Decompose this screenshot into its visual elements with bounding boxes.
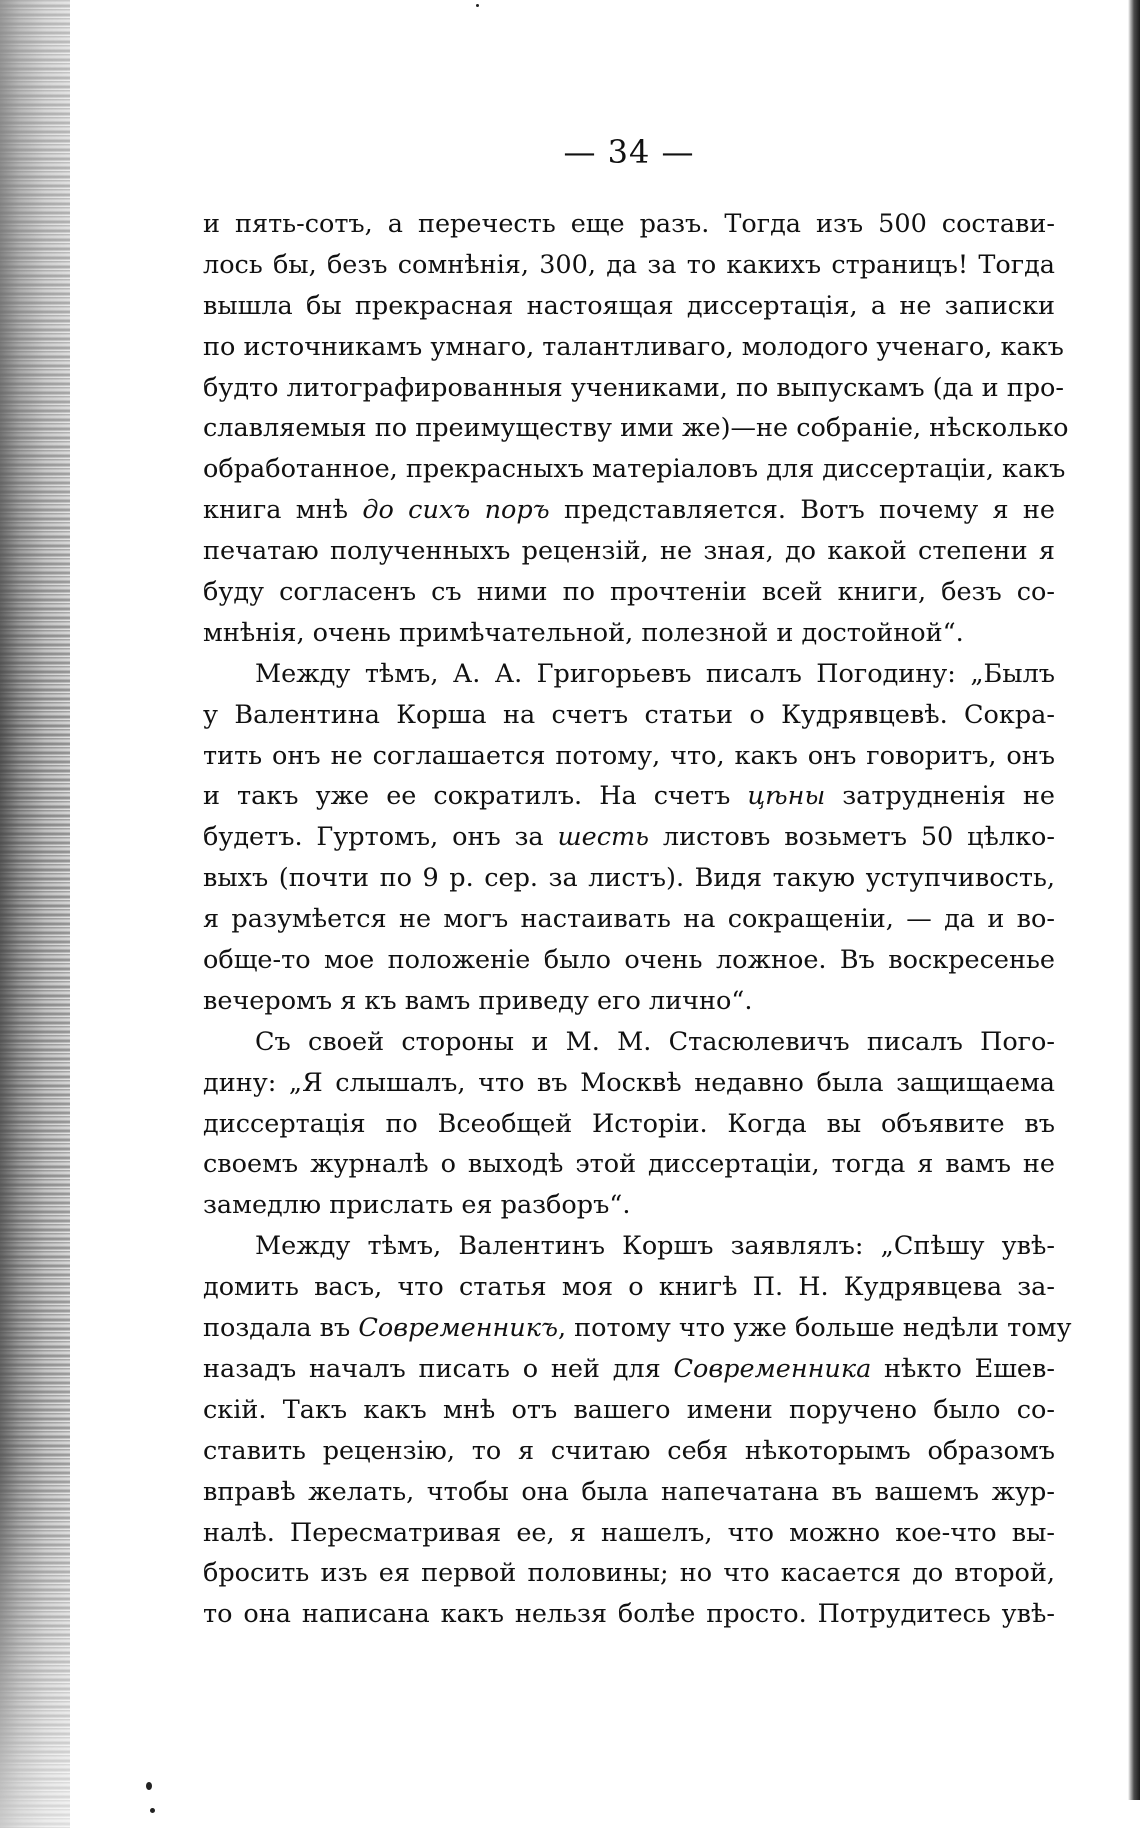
text-line bbox=[203, 1226, 1055, 1267]
scan-edge-left bbox=[0, 0, 70, 1828]
text-line bbox=[203, 1553, 1055, 1594]
text-segment: поздала въ bbox=[203, 1313, 359, 1344]
text-segment: скій. Такъ какъ мнѣ отъ вашего имени поручено было со- bbox=[203, 1394, 1055, 1425]
text-segment: славляемыя по преимуществу ими же)—не собраніе, нѣсколько bbox=[203, 413, 1069, 444]
paragraph bbox=[203, 1022, 1055, 1226]
text-segment: обще-то мое положеніе было очень ложное. Въ воскресенье bbox=[203, 945, 1055, 976]
text-segment: мнѣнія, очень примѣчательной, полезной и достойной“. bbox=[203, 617, 964, 648]
text-line bbox=[203, 695, 1055, 736]
text-line bbox=[203, 286, 1055, 327]
scan-speck bbox=[146, 1782, 152, 1790]
text-line bbox=[203, 531, 1055, 572]
italic-segment: Современника bbox=[673, 1353, 872, 1384]
text-segment: , потому что уже больше недѣли тому bbox=[557, 1313, 1072, 1344]
text-segment: вечеромъ я къ вамъ приведу его лично“. bbox=[203, 985, 753, 1016]
text-segment: представляется. Вотъ почему я не bbox=[549, 495, 1055, 526]
text-line bbox=[203, 858, 1055, 899]
text-segment: и пять-сотъ, а перечесть еще разъ. Тогда изъ 500 состави- bbox=[203, 209, 1055, 239]
paragraph bbox=[203, 204, 1069, 654]
text-segment: диссертація по Всеобщей Исторіи. Когда вы объявите въ bbox=[203, 1108, 1055, 1139]
text-line bbox=[203, 654, 1055, 695]
page-number: — 34 — bbox=[563, 133, 695, 171]
text-segment: и такъ уже ее сократилъ. На счетъ bbox=[203, 781, 748, 812]
text-line bbox=[203, 1022, 1055, 1063]
text-line bbox=[203, 1144, 1055, 1185]
text-line bbox=[203, 1185, 1055, 1226]
text-segment: своемъ журналѣ о выходѣ этой диссертаціи, тогда я вамъ не bbox=[203, 1149, 1055, 1180]
text-segment: будто литографированныя учениками, по выпускамъ (да и про- bbox=[203, 372, 1064, 403]
text-line bbox=[203, 368, 1064, 409]
text-segment: листовъ возьметъ 50 цѣлко- bbox=[649, 822, 1055, 853]
text-segment: лось бы, безъ сомнѣнія, 300, да за то какихъ страницъ! Тогда bbox=[203, 249, 1055, 280]
text-line bbox=[203, 245, 1055, 286]
paragraph bbox=[203, 654, 1055, 1022]
text-line bbox=[203, 940, 1055, 981]
text-segment: Между тѣмъ, Валентинъ Коршъ заявлялъ: „Спѣшу увѣ- bbox=[255, 1231, 1055, 1262]
text-segment: вправѣ желать, чтобы она была напечатана въ вашемъ жур- bbox=[203, 1476, 1055, 1507]
text-segment: затрудненія не bbox=[825, 781, 1055, 812]
italic-segment: шесть bbox=[557, 822, 650, 853]
text-segment: книга мнѣ bbox=[203, 495, 363, 526]
text-segment: налѣ. Пересматривая ее, я нашелъ, что можно кое-что вы- bbox=[203, 1517, 1055, 1548]
text-line bbox=[203, 1063, 1055, 1104]
text-line bbox=[203, 776, 1055, 817]
text-line bbox=[203, 1513, 1055, 1554]
text-segment: нѣкто Ешев- bbox=[871, 1353, 1055, 1384]
text-line bbox=[203, 1308, 1072, 1349]
text-line bbox=[203, 408, 1069, 449]
scan-edge-right bbox=[1128, 0, 1140, 1800]
page bbox=[203, 128, 1072, 1635]
text-segment: вышла бы прекрасная настоящая диссертація, а не записки bbox=[203, 290, 1055, 321]
text-segment: назадъ началъ писать о ней для bbox=[203, 1353, 674, 1384]
text-line bbox=[203, 736, 1055, 777]
text-body bbox=[203, 204, 1072, 1635]
text-line bbox=[203, 490, 1055, 531]
text-line bbox=[203, 817, 1055, 858]
text-line bbox=[203, 204, 1055, 245]
italic-segment: до сихъ поръ bbox=[362, 495, 550, 526]
text-line bbox=[203, 981, 1055, 1022]
text-segment: печатаю полученныхъ рецензій, не зная, до какой степени я bbox=[203, 536, 1055, 567]
text-line bbox=[203, 327, 1064, 368]
text-line bbox=[203, 449, 1066, 490]
text-segment: то она написана какъ нельзя болѣе просто. Потрудитесь увѣ- bbox=[203, 1599, 1055, 1630]
text-segment: Съ своей стороны и М. М. Стасюлевичъ писалъ Пого- bbox=[255, 1026, 1055, 1057]
text-line bbox=[203, 1431, 1055, 1472]
text-line bbox=[203, 1472, 1055, 1513]
text-segment: обработанное, прекрасныхъ матеріаловъ для диссертаціи, какъ bbox=[203, 454, 1066, 485]
text-segment: выхъ (почти по 9 р. сер. за листъ). Видя такую уступчивость, bbox=[203, 863, 1055, 894]
text-segment: домить васъ, что статья моя о книгѣ П. Н. Кудрявцева за- bbox=[203, 1272, 1055, 1303]
text-line bbox=[203, 572, 1055, 613]
text-segment: ставить рецензію, то я считаю себя нѣкоторымъ образомъ bbox=[203, 1435, 1055, 1466]
text-line bbox=[203, 1349, 1055, 1390]
text-segment: по источникамъ умнаго, талантливаго, молодого ученаго, какъ bbox=[203, 331, 1064, 362]
text-segment: я разумѣется не могъ настаивать на сокращеніи, — да и во- bbox=[203, 904, 1055, 935]
paragraph bbox=[203, 1226, 1072, 1635]
text-segment: буду согласенъ съ ними по прочтеніи всей книги, безъ со- bbox=[203, 577, 1055, 608]
text-line bbox=[203, 899, 1055, 940]
scan-speck bbox=[150, 1808, 155, 1813]
text-segment: дину: „Я слышалъ, что въ Москвѣ недавно была защищаема bbox=[203, 1067, 1055, 1098]
text-line bbox=[203, 1390, 1055, 1431]
text-line bbox=[203, 1104, 1055, 1145]
text-line bbox=[203, 613, 1055, 654]
text-segment: тить онъ не соглашается потому, что, какъ онъ говоритъ, онъ bbox=[203, 740, 1055, 771]
text-segment: бросить изъ ея первой половины; но что касается до второй, bbox=[203, 1558, 1055, 1589]
text-line bbox=[203, 1267, 1055, 1308]
scan-speck bbox=[476, 4, 479, 7]
text-segment: будетъ. Гуртомъ, онъ за bbox=[203, 822, 558, 853]
italic-segment: Современникъ bbox=[358, 1313, 558, 1344]
text-line bbox=[203, 1594, 1055, 1635]
text-segment: замедлю прислать ея разборъ“. bbox=[203, 1190, 631, 1221]
text-segment: Между тѣмъ, А. А. Григорьевъ писалъ Погодину: „Былъ bbox=[255, 658, 1055, 689]
italic-segment: цѣны bbox=[747, 781, 826, 812]
text-segment: у Валентина Корша на счетъ статьи о Кудрявцевѣ. Сокра- bbox=[203, 699, 1055, 730]
